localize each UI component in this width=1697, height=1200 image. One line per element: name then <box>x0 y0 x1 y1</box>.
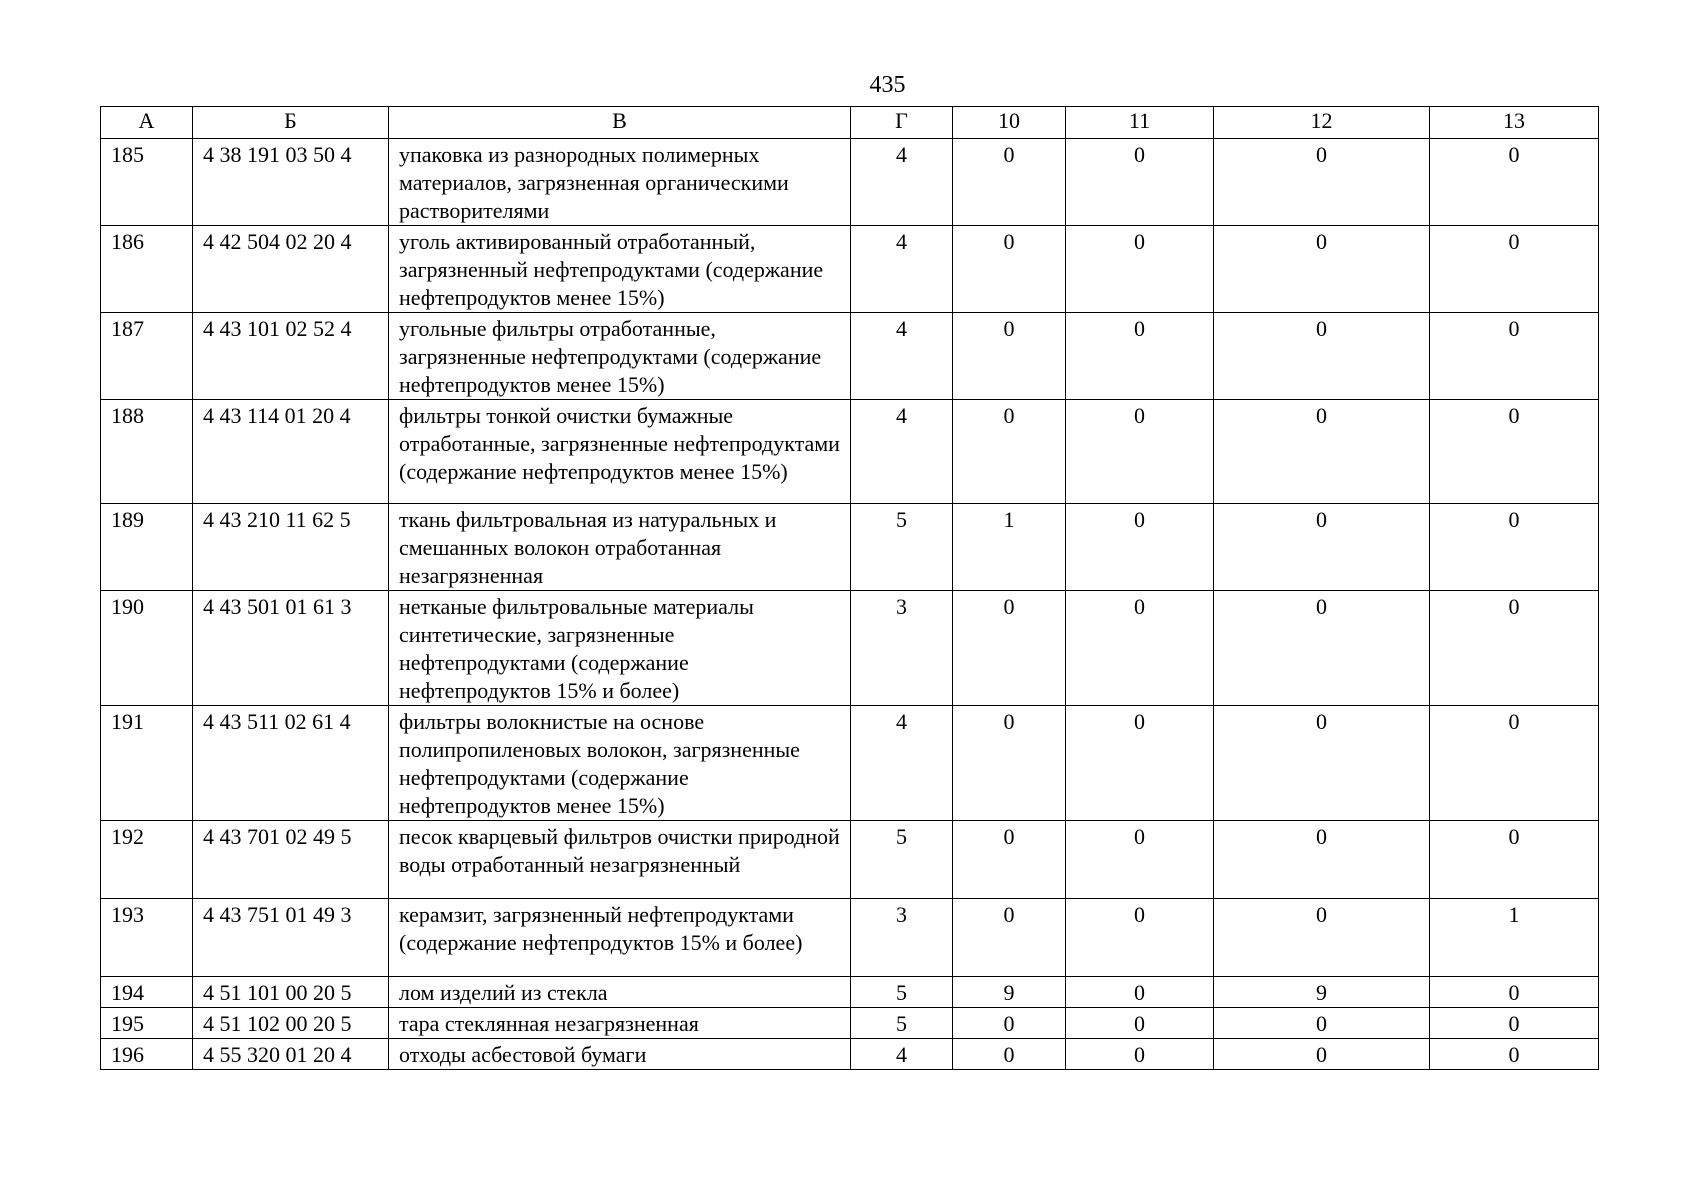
value-col-13: 0 <box>1430 313 1599 400</box>
waste-description: угольные фильтры отработанные, загрязненные нефтепродуктами (содержание нефтепродуктов менее 15%) <box>389 313 851 400</box>
table-row <box>101 821 1599 899</box>
row-number: 190 <box>101 591 193 706</box>
value-col-12: 0 <box>1214 1008 1430 1039</box>
row-number: 187 <box>101 313 193 400</box>
page-number: 435 <box>869 72 906 98</box>
value-col-11: 0 <box>1066 899 1214 977</box>
header-cell-v: В <box>389 107 851 139</box>
hazard-class: 4 <box>851 226 953 313</box>
row-number: 192 <box>101 821 193 899</box>
row-number: 196 <box>101 1039 193 1070</box>
value-col-13: 0 <box>1430 139 1599 226</box>
waste-description: керамзит, загрязненный нефтепродуктами (содержание нефтепродуктов 15% и более) <box>389 899 851 977</box>
value-col-10: 1 <box>953 504 1066 591</box>
waste-code: 4 55 320 01 20 4 <box>193 1039 389 1070</box>
value-col-10: 0 <box>953 1039 1066 1070</box>
header-row <box>101 107 1599 139</box>
hazard-class: 3 <box>851 899 953 977</box>
value-col-10: 0 <box>953 313 1066 400</box>
value-col-12: 0 <box>1214 899 1430 977</box>
value-col-11: 0 <box>1066 591 1214 706</box>
row-number: 193 <box>101 899 193 977</box>
table-row <box>101 1039 1599 1070</box>
waste-code: 4 43 501 01 61 3 <box>193 591 389 706</box>
waste-description: тара стеклянная незагрязненная <box>389 1008 851 1039</box>
hazard-class: 5 <box>851 1008 953 1039</box>
value-col-11: 0 <box>1066 821 1214 899</box>
waste-description: нетканые фильтровальные материалы синтетические, загрязненные нефтепродуктами (содержание нефтепродуктов 15% и более) <box>389 591 851 706</box>
value-col-13: 0 <box>1430 226 1599 313</box>
hazard-class: 5 <box>851 821 953 899</box>
waste-code: 4 43 114 01 20 4 <box>193 400 389 504</box>
waste-table <box>100 106 1599 1070</box>
hazard-class: 3 <box>851 591 953 706</box>
waste-code: 4 42 504 02 20 4 <box>193 226 389 313</box>
waste-description: отходы асбестовой бумаги <box>389 1039 851 1070</box>
table-row <box>101 1008 1599 1039</box>
table-row <box>101 591 1599 706</box>
value-col-13: 0 <box>1430 591 1599 706</box>
value-col-12: 0 <box>1214 706 1430 821</box>
row-number: 185 <box>101 139 193 226</box>
table-row <box>101 139 1599 226</box>
table-row <box>101 504 1599 591</box>
row-number: 189 <box>101 504 193 591</box>
waste-description: уголь активированный отработанный, загрязненный нефтепродуктами (содержание нефтепродуктов менее 15%) <box>389 226 851 313</box>
value-col-12: 0 <box>1214 1039 1430 1070</box>
header-cell-b: Б <box>193 107 389 139</box>
waste-description: песок кварцевый фильтров очистки природной воды отработанный незагрязненный <box>389 821 851 899</box>
value-col-10: 0 <box>953 400 1066 504</box>
header-cell-12: 12 <box>1214 107 1430 139</box>
value-col-12: 0 <box>1214 139 1430 226</box>
row-number: 194 <box>101 977 193 1008</box>
hazard-class: 4 <box>851 706 953 821</box>
waste-code: 4 38 191 03 50 4 <box>193 139 389 226</box>
value-col-10: 0 <box>953 139 1066 226</box>
value-col-10: 0 <box>953 706 1066 821</box>
header-cell-10: 10 <box>953 107 1066 139</box>
value-col-11: 0 <box>1066 504 1214 591</box>
table-row <box>101 899 1599 977</box>
value-col-10: 0 <box>953 1008 1066 1039</box>
header-cell-13: 13 <box>1430 107 1599 139</box>
waste-code: 4 43 701 02 49 5 <box>193 821 389 899</box>
row-number: 195 <box>101 1008 193 1039</box>
value-col-11: 0 <box>1066 706 1214 821</box>
header-cell-a: А <box>101 107 193 139</box>
header-cell-11: 11 <box>1066 107 1214 139</box>
value-col-11: 0 <box>1066 313 1214 400</box>
table-row <box>101 400 1599 504</box>
hazard-class: 5 <box>851 977 953 1008</box>
row-number: 188 <box>101 400 193 504</box>
waste-code: 4 43 511 02 61 4 <box>193 706 389 821</box>
hazard-class: 4 <box>851 139 953 226</box>
value-col-12: 0 <box>1214 821 1430 899</box>
value-col-13: 0 <box>1430 1008 1599 1039</box>
value-col-10: 0 <box>953 821 1066 899</box>
value-col-13: 0 <box>1430 706 1599 821</box>
value-col-13: 0 <box>1430 400 1599 504</box>
value-col-11: 0 <box>1066 400 1214 504</box>
value-col-12: 0 <box>1214 226 1430 313</box>
waste-code: 4 51 102 00 20 5 <box>193 1008 389 1039</box>
value-col-13: 0 <box>1430 1039 1599 1070</box>
waste-description: лом изделий из стекла <box>389 977 851 1008</box>
hazard-class: 5 <box>851 504 953 591</box>
row-number: 191 <box>101 706 193 821</box>
waste-description: ткань фильтровальная из натуральных и смешанных волокон отработанная незагрязненная <box>389 504 851 591</box>
value-col-13: 0 <box>1430 977 1599 1008</box>
value-col-11: 0 <box>1066 1039 1214 1070</box>
value-col-11: 0 <box>1066 977 1214 1008</box>
value-col-10: 0 <box>953 226 1066 313</box>
value-col-13: 0 <box>1430 821 1599 899</box>
value-col-12: 0 <box>1214 400 1430 504</box>
row-number: 186 <box>101 226 193 313</box>
value-col-10: 0 <box>953 591 1066 706</box>
value-col-11: 0 <box>1066 139 1214 226</box>
value-col-11: 0 <box>1066 226 1214 313</box>
table-row <box>101 706 1599 821</box>
waste-description: фильтры тонкой очистки бумажные отработанные, загрязненные нефтепродуктами (содержание нефтепродуктов менее 15%) <box>389 400 851 504</box>
value-col-13: 1 <box>1430 899 1599 977</box>
waste-description: фильтры волокнистые на основе полипропиленовых волокон, загрязненные нефтепродуктами (содержание нефтепродуктов менее 15%) <box>389 706 851 821</box>
value-col-13: 0 <box>1430 504 1599 591</box>
value-col-11: 0 <box>1066 1008 1214 1039</box>
value-col-12: 0 <box>1214 591 1430 706</box>
value-col-10: 0 <box>953 899 1066 977</box>
waste-code: 4 51 101 00 20 5 <box>193 977 389 1008</box>
table-row <box>101 313 1599 400</box>
table-row <box>101 977 1599 1008</box>
hazard-class: 4 <box>851 313 953 400</box>
hazard-class: 4 <box>851 400 953 504</box>
value-col-12: 0 <box>1214 313 1430 400</box>
value-col-12: 9 <box>1214 977 1430 1008</box>
table-row <box>101 226 1599 313</box>
value-col-12: 0 <box>1214 504 1430 591</box>
waste-code: 4 43 101 02 52 4 <box>193 313 389 400</box>
header-cell-g: Г <box>851 107 953 139</box>
hazard-class: 4 <box>851 1039 953 1070</box>
waste-code: 4 43 210 11 62 5 <box>193 504 389 591</box>
value-col-10: 9 <box>953 977 1066 1008</box>
waste-description: упаковка из разнородных полимерных материалов, загрязненная органическими растворителями <box>389 139 851 226</box>
waste-code: 4 43 751 01 49 3 <box>193 899 389 977</box>
